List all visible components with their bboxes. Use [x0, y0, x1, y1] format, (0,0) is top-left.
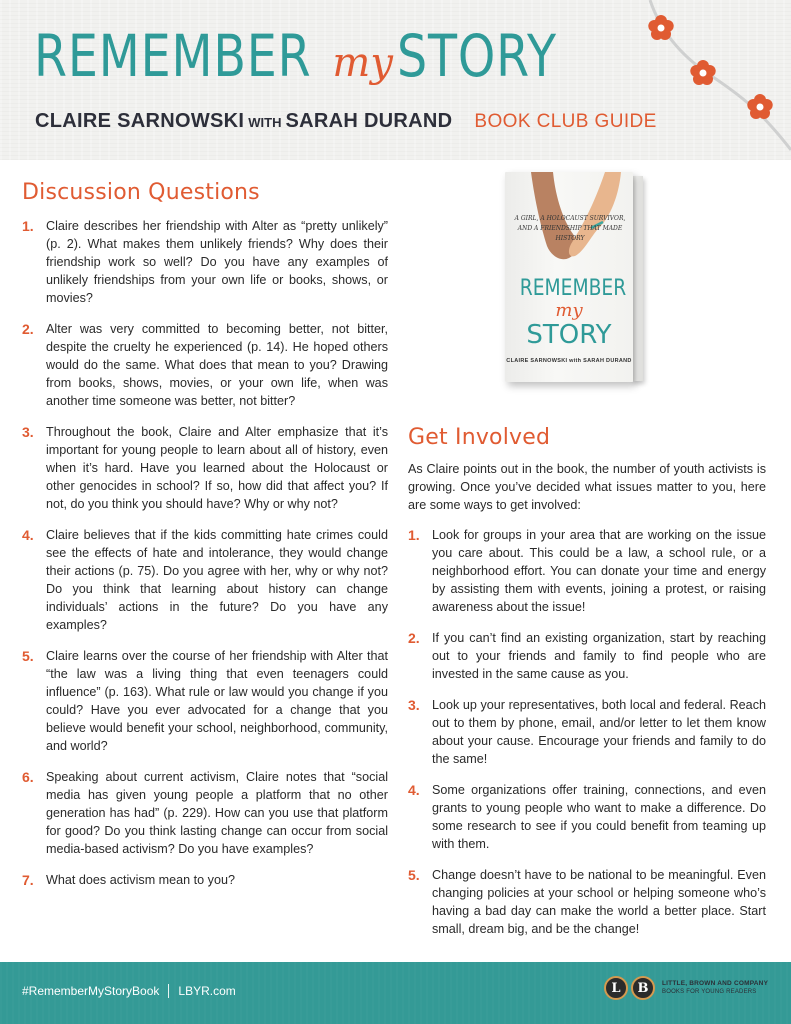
question-text: Claire describes her friendship with Alter as “pretty unlikely” (p. 2). What makes them unlikely friends? Why does their friendship work so well? Do you have any examples of unlikely friendships from your own life or books, shows, or movies?: [46, 219, 388, 305]
question-number: 7.: [22, 872, 34, 888]
footer-bar: [0, 962, 791, 1024]
discussion-questions-heading: Discussion Questions: [22, 180, 260, 205]
publisher-text: [662, 980, 768, 996]
discussion-questions-list: [22, 217, 388, 889]
title-story: STORY: [396, 22, 557, 90]
question-number: 2.: [22, 321, 34, 337]
action-item: [408, 781, 766, 853]
action-text: Change doesn’t have to be national to be meaningful. Even changing policies at your school or helping someone who’s having a bad day can make the world a better place. Start small, dream big, and be the change!: [432, 868, 766, 936]
book-club-guide-label: BOOK CLUB GUIDE: [474, 111, 657, 132]
question-number: 1.: [22, 218, 34, 234]
cover-authors: CLAIRE SARNOWSKI with SARAH DURAND: [506, 358, 632, 364]
question-text: Speaking about current activism, Claire notes that “social media has given young people a platform that no other generation has had” (p. 229). How can you use that platform for good? Do you think lasting change can occur from social media-based activism? Do you have examples?: [46, 770, 388, 856]
question-item: [22, 647, 388, 755]
coauthor-name: SARAH DURAND: [285, 110, 453, 132]
with-label: WITH: [248, 115, 282, 130]
action-number: 2.: [408, 630, 420, 646]
question-text: Throughout the book, Claire and Alter emphasize that it’s important for young people to learn about all of history, even when it’s hard. Have you learned about the Holocaust or other genocides in school? If so, how did that affect you? If not, do you think you should have? Why or why not?: [46, 425, 388, 511]
publisher-imprint: BOOKS FOR YOUNG READERS: [662, 989, 757, 995]
footer-links: [22, 984, 236, 998]
get-involved-list: [408, 526, 766, 938]
cover-title-remember: REMEMBER: [519, 276, 627, 301]
get-involved-intro: As Claire points out in the book, the number of youth activists is growing. Once you’ve decided what issues matter to you, here are some ways to get involved:: [408, 462, 766, 512]
author-line: [35, 110, 657, 133]
book-tagline: [513, 214, 627, 244]
cover-title-story: STORY: [526, 320, 612, 350]
action-item: [408, 696, 766, 768]
action-text: If you can’t find an existing organization, start by reaching out to your friends and family to find people who are invested in the same cause as you.: [432, 631, 766, 681]
action-number: 4.: [408, 782, 420, 798]
question-number: 5.: [22, 648, 34, 664]
action-text: Look for groups in your area that are working on the issue you care about. This could be a law, a school rule, or a neighborhood effort. You can donate your time and energy by assisting them with events, joining a protest, or raising awareness about the issue!: [432, 528, 766, 614]
get-involved-section: [408, 425, 766, 951]
title-remember: REMEMBER: [34, 22, 312, 90]
author-name: CLAIRE SARNOWSKI: [35, 110, 245, 132]
action-number: 3.: [408, 697, 420, 713]
question-text: What does activism mean to you?: [46, 873, 235, 887]
action-number: 1.: [408, 527, 420, 543]
question-item: [22, 217, 388, 307]
tagline-line-1: A GIRL, A HOLOCAUST SURVIVOR,: [514, 215, 626, 222]
question-item: [22, 871, 388, 889]
action-item: [408, 526, 766, 616]
website-link[interactable]: LBYR.com: [178, 984, 236, 998]
question-item: [22, 423, 388, 513]
flower-vine-icon: [630, 0, 791, 160]
question-item: [22, 526, 388, 634]
question-text: Claire believes that if the kids committing hate crimes could see the effects of hate and intolerance, they would change their actions (p. 75). Do you agree with her, why or why not? Do you think that learning about history can change individuals’ actions in the future? Do you have any examples?: [46, 528, 388, 632]
logo-l-icon: L: [604, 976, 628, 1000]
book-front-cover: [505, 172, 633, 382]
cover-title-my: my: [555, 300, 583, 321]
logo-b-icon: B: [631, 976, 655, 1000]
title-my: my: [332, 40, 393, 86]
question-number: 6.: [22, 769, 34, 785]
action-number: 5.: [408, 867, 420, 883]
book-title: [34, 22, 592, 90]
question-number: 3.: [22, 424, 34, 440]
footer-divider: [168, 984, 169, 998]
action-text: Look up your representatives, both local and federal. Reach out to them by phone, email, and/or letter to let them know about your cause. Encourage your friends and family to do the same!: [432, 698, 766, 766]
action-item: [408, 866, 766, 938]
action-item: [408, 629, 766, 683]
publisher-name: LITTLE, BROWN AND COMPANY: [662, 980, 769, 987]
question-text: Alter was very committed to becoming better, not bitter, despite the cruelty he experienced (p. 14). He hoped others would do the same. What does that mean to you? Drawing from books, shows, movies, or your own life, when was another time someone was better, not bitter?: [46, 322, 388, 408]
header-banner: [0, 0, 791, 160]
get-involved-heading: Get Involved: [408, 425, 551, 450]
question-text: Claire learns over the course of her friendship with Alter that “the law was a living thing that even teenagers could influence” (p. 163). What rule or law would you change if you could? Have you ever advocated for a change that you believe would benefit your school, neighborhood, community, and world?: [46, 649, 388, 753]
tagline-line-2: AND A FRIENDSHIP THAT MADE HISTORY: [517, 225, 623, 242]
discussion-questions-section: [22, 180, 388, 902]
question-item: [22, 768, 388, 858]
action-text: Some organizations offer training, connections, and even grants to young people who want to make a difference. Do some research to see if you could benefit from teaming up with them.: [432, 783, 766, 851]
book-cover-image: [505, 172, 645, 384]
publisher-logo: [604, 976, 768, 1000]
question-item: [22, 320, 388, 410]
hashtag-link[interactable]: #RememberMyStoryBook: [22, 984, 160, 998]
question-number: 4.: [22, 527, 34, 543]
